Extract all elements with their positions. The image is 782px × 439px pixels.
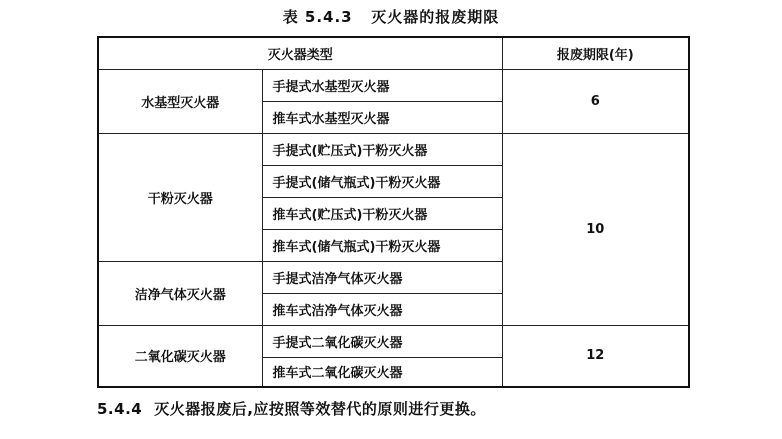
type-cell: 推车式(贮压式)干粉灭火器 (262, 197, 502, 229)
header-row (98, 37, 689, 69)
type-cell: 推车式二氧化碳灭火器 (262, 357, 502, 387)
type-cell: 推车式(储气瓶式)干粉灭火器 (262, 229, 502, 261)
type-cell: 手提式水基型灭火器 (262, 69, 502, 101)
group-water-based: 水基型灭火器 (98, 69, 262, 133)
type-cell: 手提式(储气瓶式)干粉灭火器 (262, 165, 502, 197)
table-row (98, 325, 689, 357)
type-cell: 推车式洁净气体灭火器 (262, 293, 502, 325)
type-cell: 手提式洁净气体灭火器 (262, 261, 502, 293)
clause-text: 灭火器报废后,应按照等效替代的原则进行更换。 (154, 400, 486, 418)
table-row (98, 69, 689, 101)
group-dry-powder: 干粉灭火器 (98, 133, 262, 261)
table-number: 表 5.4.3 (282, 8, 353, 26)
type-cell: 推车式水基型灭火器 (262, 101, 502, 133)
clause-number: 5.4.4 (97, 400, 143, 418)
period-dry-powder-clean-agent: 10 (502, 133, 689, 325)
scrap-period-table (97, 36, 690, 388)
type-cell: 手提式(贮压式)干粉灭火器 (262, 133, 502, 165)
group-co2: 二氧化碳灭火器 (98, 325, 262, 387)
table-row (98, 133, 689, 165)
table-title: 灭火器的报废期限 (371, 8, 500, 26)
type-cell: 手提式二氧化碳灭火器 (262, 325, 502, 357)
table-caption (0, 6, 782, 27)
clause-paragraph (97, 398, 486, 419)
group-clean-agent: 洁净气体灭火器 (98, 261, 262, 325)
header-period: 报废期限(年) (502, 37, 689, 69)
period-co2: 12 (502, 325, 689, 387)
header-type: 灭火器类型 (98, 37, 502, 69)
period-water-based: 6 (502, 69, 689, 133)
